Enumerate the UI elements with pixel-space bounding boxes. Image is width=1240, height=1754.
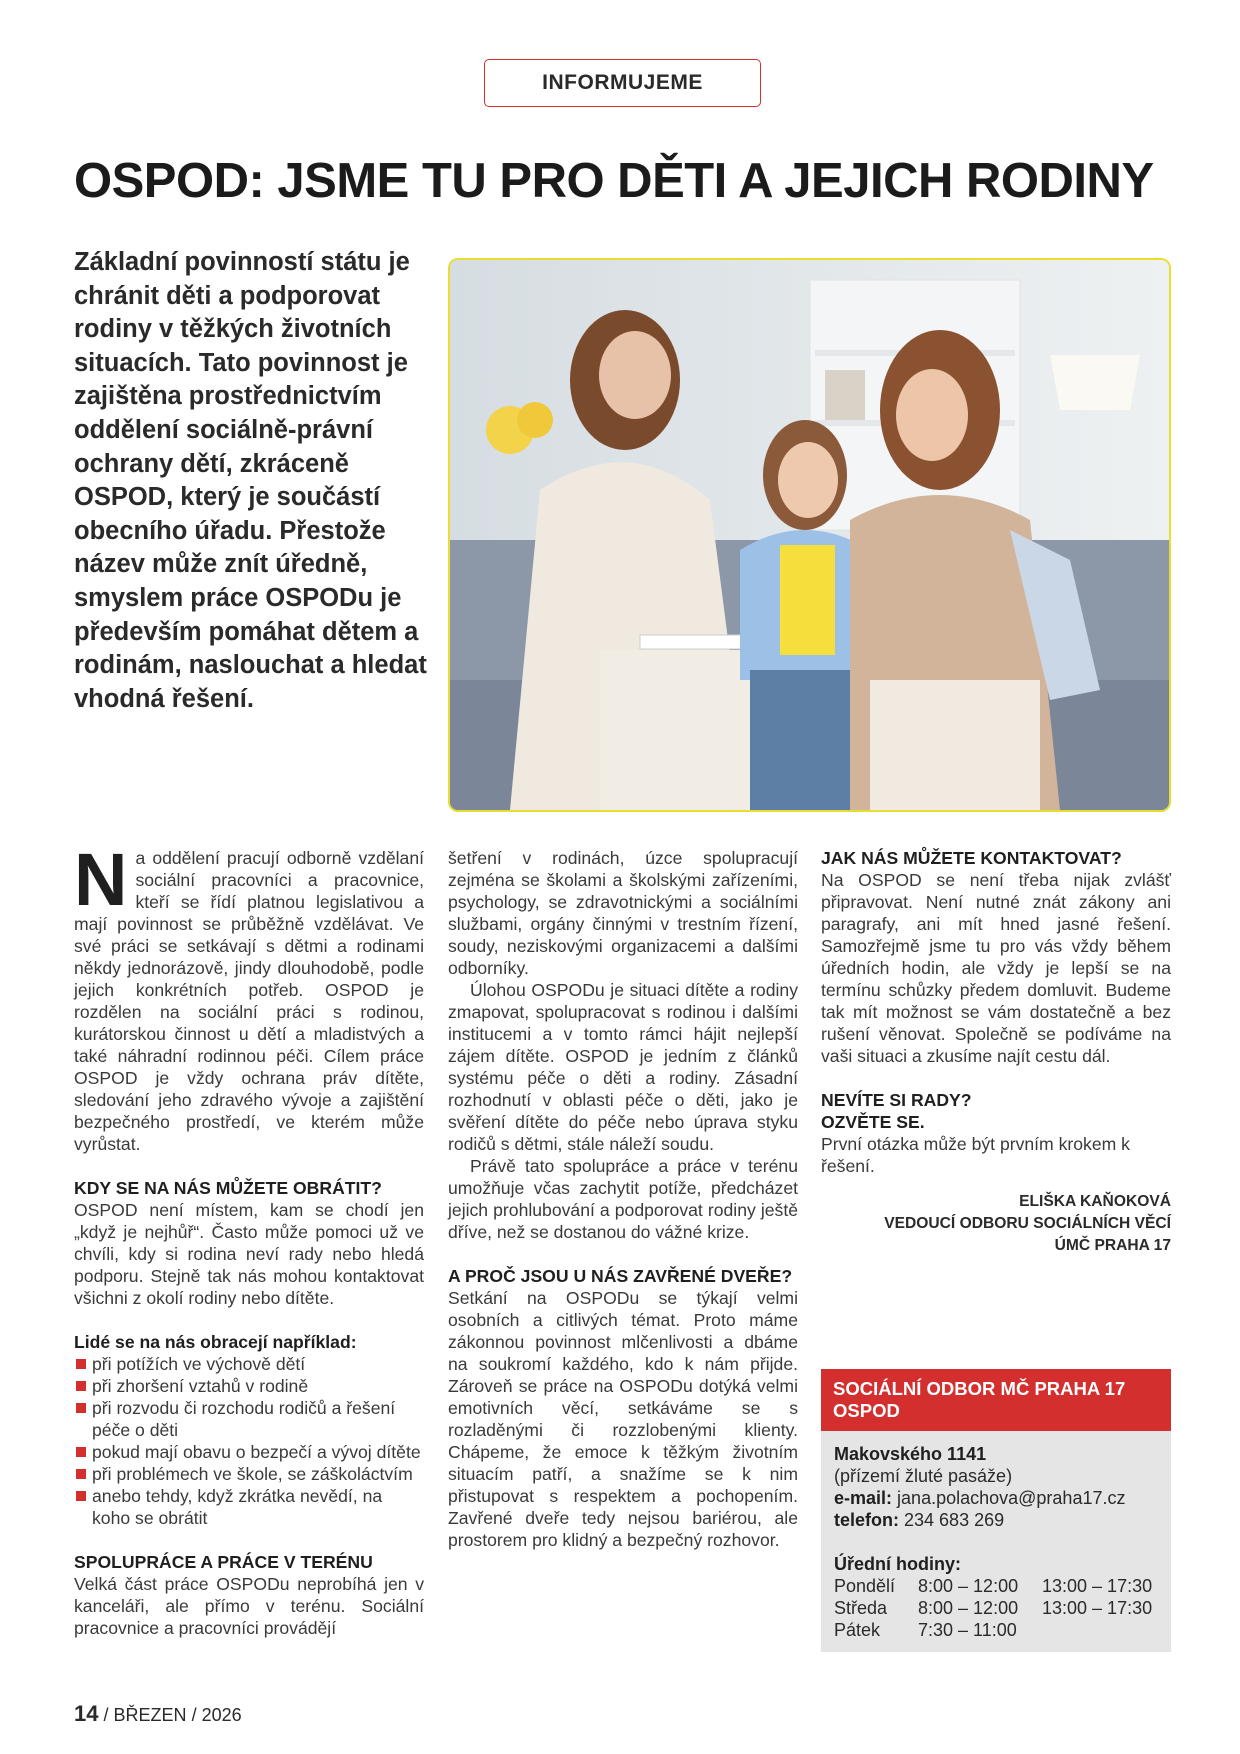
article-column-2 (448, 847, 798, 1551)
section-heading-contact: JAK NÁS MŮŽETE KONTAKTOVAT? (821, 848, 1122, 868)
dropcap: N (74, 838, 128, 921)
paragraph: Právě tato spolupráce a práce v terénu umožňuje včas zachytit potíže, předcházet jejich prohlubování a podporovat rodiny ještě dříve, než se dostanou do vážné krize. (448, 1156, 798, 1242)
article-lead: Základní povinností státu je chránit děti a podporovat rodiny v těžkých životních situacích. Tato povinnost je zajištěna prostřednictvím oddělení sociálně-právní ochrany dětí, zkráceně OSPOD, který je součástí obecního úřadu. Přestože název může znít úředně, smyslem práce OSPODu je především pomáhat dětem a rodinám, naslouchat a hledat vhodná řešení. (74, 248, 427, 713)
list-item: při rozvodu či rozchodu rodičů a řešení péče o děti (74, 1397, 424, 1441)
page-number: 14 (74, 1701, 99, 1726)
section-heading-advice: NEVÍTE SI RADY? (821, 1090, 972, 1110)
contact-box (821, 1369, 1171, 1652)
author-role: VEDOUCÍ ODBORU SOCIÁLNÍCH VĚCÍ (884, 1215, 1171, 1232)
author-name: ELIŠKA KAŇOKOVÁ (1019, 1193, 1171, 1210)
phone-number[interactable]: 234 683 269 (904, 1510, 1005, 1530)
section-heading-field: SPOLUPRÁCE A PRÁCE V TERÉNU (74, 1552, 373, 1572)
section-heading-closed-doors: A PROČ JSOU U NÁS ZAVŘENÉ DVEŘE? (448, 1266, 793, 1286)
contact-box-header: SOCIÁLNÍ ODBOR MČ PRAHA 17 OSPOD (821, 1369, 1171, 1431)
contact-box-body: Makovského 1141 (přízemí žluté pasáže) e-mail: jana.polachova@praha17.cz telefon: 234 683 269 Úřední hodiny: Pondělí 8:00 – 12:00 13:00 – 17:30 Středa 8:00 – 12:00 13:00 – 17:30 Pátek 7:30 – 11:00 (821, 1431, 1171, 1641)
photo-family-consultation-icon (450, 260, 1169, 810)
issue-year: 2026 (201, 1705, 242, 1725)
paragraph: šetření v rodinách, úzce spolupracují zejména se školami a školskými zařízeními, psychology, se zdravotnickými a sociálními službami, orgány činnými v trestním řízení, soudy, neziskovými organizacemi a dalšími odborníky. (448, 848, 798, 978)
article-title: OSPOD: JSME TU PRO DĚTI A JEJICH RODINY (74, 154, 1154, 208)
examples-heading: Lidé se na nás obracejí například: (74, 1332, 357, 1352)
list-item: při potížích ve výchově dětí (74, 1353, 424, 1375)
hours-table: Pondělí 8:00 – 12:00 13:00 – 17:30 Středa 8:00 – 12:00 13:00 – 17:30 Pátek 7:30 – 11:00 (834, 1576, 1153, 1640)
section-heading-advice-2: OZVĚTE SE. (821, 1112, 925, 1132)
closed-doors-paragraph: Setkání na OSPODu se týkají velmi osobních a citlivých témat. Proto máme zákonnou povinnost mlčenlivosti a dbáme na soukromí každého, kdo k nám přijde. Zároveň se práce na OSPODu dotýká velmi emotivních věcí, setkáváme se s rozladěnými či rozzlobenými klienty. Chápeme, že emoce k těžkým životním situacím patří, a snažíme se k nim přistupovat s respektem a pochopením. Zavřené dveře tedy nejsou bariérou, ale prostorem pro klidný a bezpečný rozhovor. (448, 1288, 798, 1550)
list-item: při problémech ve škole, se záškoláctvím (74, 1463, 424, 1485)
page-footer: 14 / BŘEZEN / 2026 (74, 1701, 242, 1726)
issue-month: BŘEZEN (113, 1705, 187, 1725)
intro-paragraph: Na oddělení pracují odborně vzdělaní sociální pracovníci a pracovnice, kteří se řídí platnou legislativou a mají povinnost se průběžně vzdělávat. Ve své práci se setkávají s dětmi a rodinami někdy jednorázově, jindy dlouhodobě, podle jejich konkrétních potřeb. OSPOD je rozdělen na sociální práci s rodinou, kurátorskou činnost u dětí a mladistvých a také náhradní rodinnou péči. Cílem práce OSPOD je vždy ochrana práv dítěte, sledování jeho zdravého vývoje a zajištění bezpečného prostředí, ve kterém může vyrůstat. (74, 838, 424, 1154)
list-item: při zhoršení vztahů v rodině (74, 1375, 424, 1397)
section-tag: INFORMUJEME (484, 59, 761, 107)
article-photo (448, 258, 1171, 812)
list-item: pokud mají obavu o bezpečí a vývoj dítěte (74, 1441, 424, 1463)
email-link[interactable]: jana.polachova@praha17.cz (897, 1488, 1126, 1508)
address: Makovského 1141 (834, 1444, 987, 1464)
paragraph: Úlohou OSPODu je situaci dítěte a rodiny zmapovat, spolupracovat s rodinou i dalšími institucemi a v tomto rámci hájit nejlepší zájem dítěte. OSPOD je jedním z článků systému péče o děti a rodiny. Zásadní rozhodnutí v oblasti péče o děti, jako je svěření dítěte do péče nebo úprava styku rodičů s dětmi, stále náleží soudu. (448, 980, 798, 1154)
article-column-3 (821, 847, 1171, 1257)
hours-heading: Úřední hodiny: (834, 1554, 961, 1574)
contact-paragraph: Na OSPOD se není třeba nijak zvlášť připravovat. Není nutné znát zákony ani paragrafy, ani mít hned jasné řešení. Samozřejmě jsme tu pro vás vždy během úředních hodin, ale vždy je lepší se na termínu schůzky předem domluvit. Budeme tak mít možnost se vám dostatečně a bez rušení věnovat. Společně se podíváme na vaši situaci a zkusíme najít cestu dál. (821, 870, 1171, 1066)
when-paragraph: OSPOD není místem, kam se chodí jen „když je nejhůř“. Často může pomoci už ve chvíli, kdy si rodina neví rady nebo hledá podporu. Stejně tak nás mohou kontaktovat všichni z okolí rodiny nebo dítěte. (74, 1200, 424, 1308)
address-note: (přízemí žluté pasáže) (834, 1466, 1013, 1486)
examples-list (74, 1353, 424, 1529)
list-item: anebo tehdy, když zkrátka nevědí, na koho se obrátit (74, 1485, 424, 1529)
section-heading-when: KDY SE NA NÁS MŮŽETE OBRÁTIT? (74, 1178, 382, 1198)
author-org: ÚMČ PRAHA 17 (1054, 1237, 1171, 1254)
field-paragraph: Velká část práce OSPODu neprobíhá jen v kanceláři, ale přímo v terénu. Sociální pracovnice a pracovníci provádějí (74, 1574, 424, 1638)
article-column-1 (74, 838, 424, 1639)
advice-paragraph: První otázka může být prvním krokem k řešení. (821, 1134, 1130, 1176)
